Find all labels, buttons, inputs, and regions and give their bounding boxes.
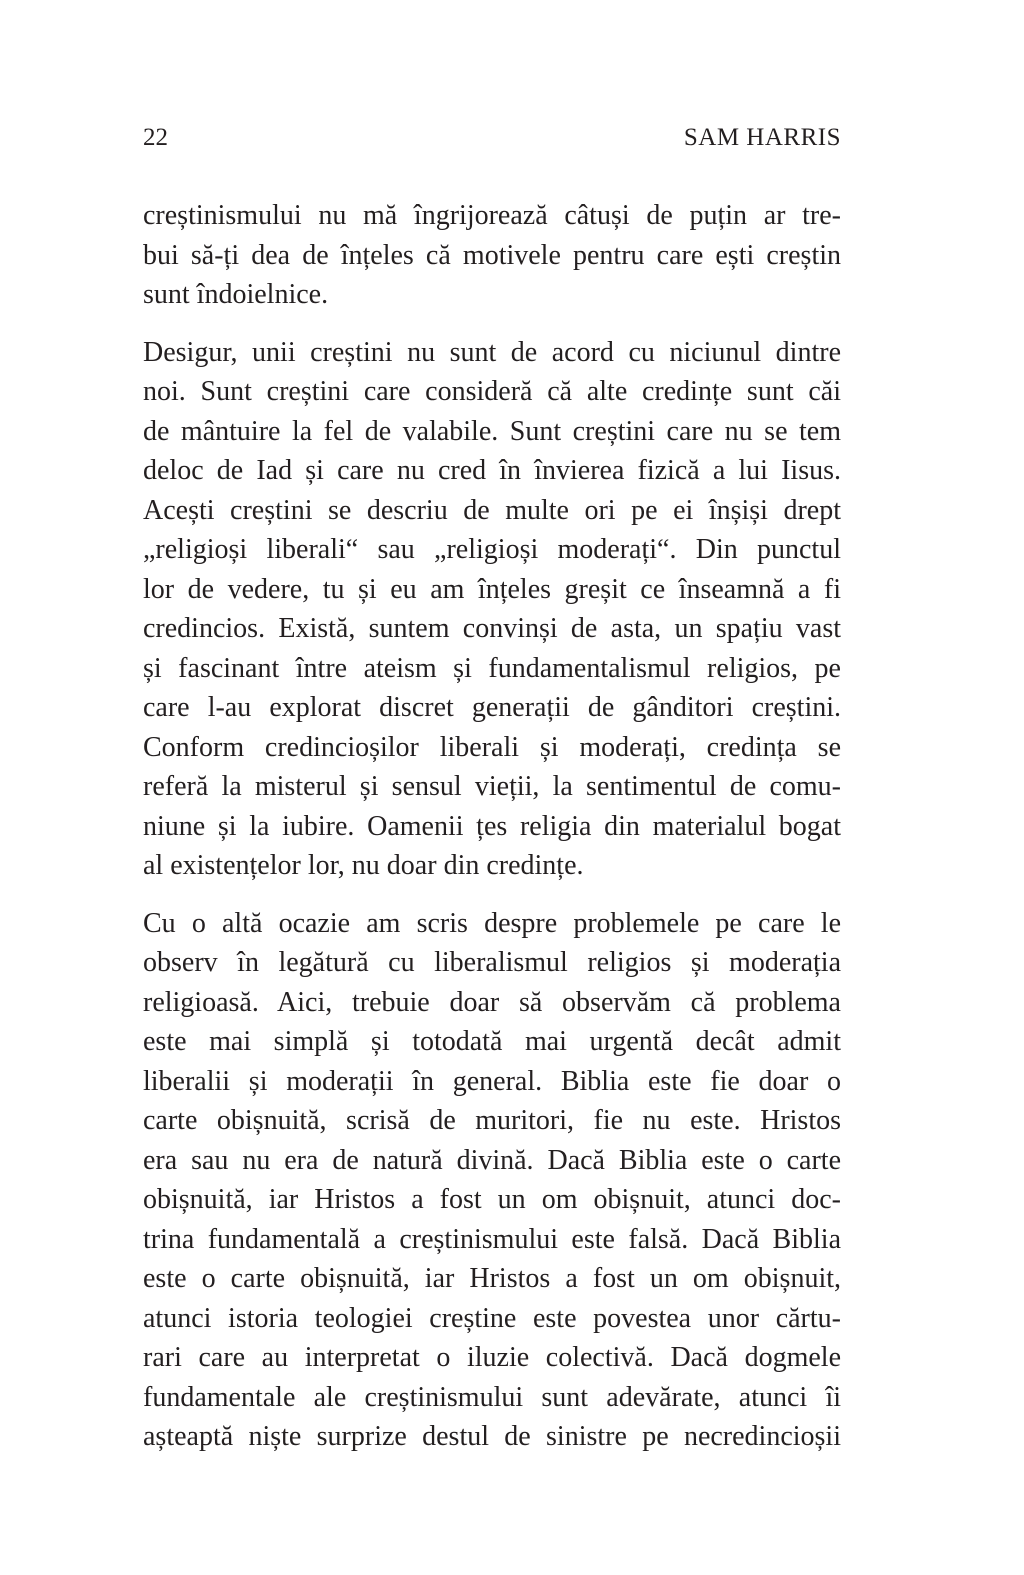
text-line: sunt îndoielnice. — [143, 279, 329, 310]
text-line: al existențelor lor, nu doar din credințe. — [143, 850, 584, 881]
paragraph — [143, 333, 841, 886]
text-line: credincios. Există, suntem convinși de asta, un spațiu vast — [143, 613, 841, 644]
text-line: referă la misterul și sensul vieții, la sentimentul de comu- — [143, 771, 841, 802]
text-line: de mântuire la fel de valabile. Sunt creștini care nu se tem — [143, 415, 841, 447]
text-line: așteaptă niște surprize destul de sinistre pe necredincioșii — [143, 1421, 841, 1452]
text-line: „religioși liberali“ sau „religioși moderați“. Din punctul — [143, 534, 841, 565]
paragraph — [143, 904, 841, 1457]
text-line: carte obișnuită, scrisă de muritori, fie nu este. Hristos — [143, 1105, 841, 1136]
page-header — [143, 118, 841, 158]
text-line: creștinismului nu mă îngrijorează câtuși de puțin ar tre- — [143, 200, 841, 231]
text-line: bui să-ți dea de înțeles că motivele pentru care ești creștin — [143, 239, 841, 271]
text-line: deloc de Iad și care nu cred în învierea fizică a lui Iisus. — [143, 455, 841, 486]
text-line: Acești creștini se descriu de multe ori pe ei înșiși drept — [143, 494, 841, 526]
text-line: niune și la iubire. Oamenii țes religia din materialul bogat — [143, 810, 841, 842]
text-line: Desigur, unii creștini nu sunt de acord cu niciunul dintre — [143, 336, 841, 368]
text-line: obișnuită, iar Hristos a fost un om obișnuit, atunci doc- — [143, 1184, 841, 1215]
text-line: și fascinant între ateism și fundamentalismul religios, pe — [143, 652, 841, 684]
text-line: era sau nu era de natură divină. Dacă Biblia este o carte — [143, 1144, 841, 1176]
text-line: este mai simplă și totodată mai urgentă decât admit — [143, 1026, 841, 1057]
paragraph — [143, 196, 841, 315]
text-line: rari care au interpretat o iluzie colectivă. Dacă dogmele — [143, 1342, 841, 1373]
text-line: care l-au explorat discret generații de gânditori creștini. — [143, 692, 841, 723]
page-number: 22 — [143, 124, 168, 151]
page-body — [143, 196, 841, 1475]
text-line: observ în legătură cu liberalismul religios și moderația — [143, 947, 841, 978]
text-line: Cu o altă ocazie am scris despre problemele pe care le — [143, 907, 841, 939]
text-line: atunci istoria teologiei creștine este povestea unor cărtu- — [143, 1302, 841, 1334]
text-line: Conform credincioșilor liberali și moderați, credința se — [143, 731, 841, 763]
text-line: lor de vedere, tu și eu am înțeles greșit ce înseamnă a fi — [143, 573, 841, 605]
text-line: este o carte obișnuită, iar Hristos a fost un om obișnuit, — [143, 1263, 841, 1294]
text-line: trina fundamentală a creștinismului este falsă. Dacă Biblia — [143, 1223, 841, 1255]
text-line: noi. Sunt creștini care consideră că alte credințe sunt căi — [143, 376, 841, 407]
text-line: liberalii și moderații în general. Biblia este fie doar o — [143, 1065, 841, 1097]
text-line: religioasă. Aici, trebuie doar să observăm că problema — [143, 986, 841, 1018]
text-line: fundamentale ale creștinismului sunt adevărate, atunci îi — [143, 1381, 841, 1413]
running-head-author: SAM HARRIS — [683, 124, 841, 151]
